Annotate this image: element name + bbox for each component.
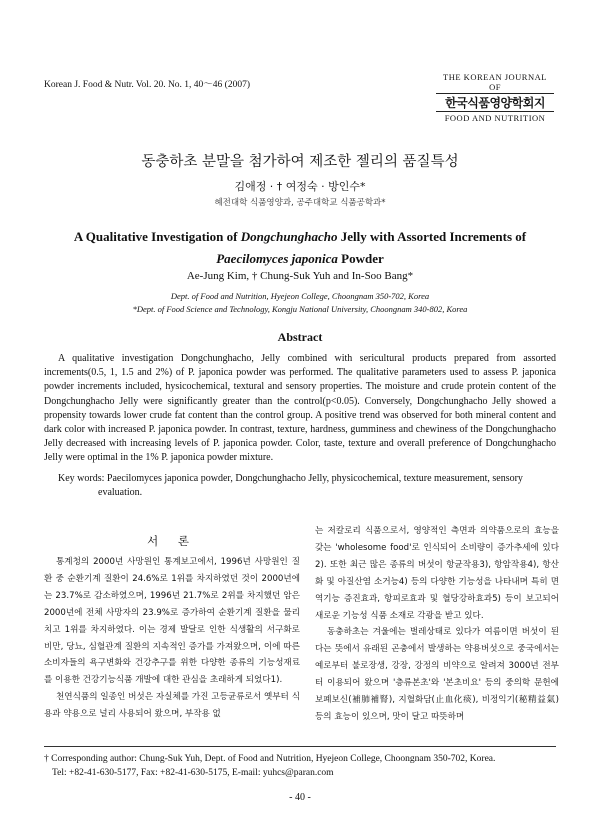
abstract-text: A qualitative investigation Dongchunghacho, Jelly combined with sericultural products prepared from assorted increments(0.5, 1, 1.5 and 2%) of P. japonica powder was performed. The qualitative parameters used to assess P. japonica powder increments included, hysicochemical, textural and sensory properties. The moisture and crude protein content of the Dongchunghacho Jelly were significantly greater than the control(p<0.05). Conversely, Dongchunghacho Jelly showed a propensity towards lower crude fat content than the control group. A positive trend was observed for both mineral content and dark color with increased P. japonica powder. In contrast, texture, hardness, gumminess and chewiness of the Dongchunghacho Jelly decreased with increasing levels of P. japonica powder. Color, taste, texture and overall preference of Dongchunghacho Jelly were optimal in the 1% P. japonica powder mixture. [44, 353, 556, 464]
left-paragraph-1: 통계청의 2000년 사망원인 통계보고에서, 1996년 사망원인 질환 중 순환기계 질환이 24.6%로 1위를 차지하였던 것이 2000년에는 23.7%로 감소하였으며, 1996년 21.7%로 2위를 차지했던 암은 2000년에 전체 사망자의 23.9%로 증가하여 순환기계 질환을 물리치고 1위를 차지하였다. 이는 경제 발달로 인한 식생활의 서구화로 비만, 당뇨, 심혈관계 질환의 지속적인 증가를 가져왔으며, 이에 따른 소비자들의 욕구변화와 건강추구를 위한 다양한 종류의 기능성재료를 이용한 건강기능식품 개발에 대한 관심을 초래하게 되었다1). [44, 557, 300, 686]
journal-logo-box [436, 72, 554, 123]
footnote-line2: Tel: +82-41-630-5177, Fax: +82-41-630-5175, E-mail: yuhcs@paran.com [52, 768, 334, 778]
journal-box-line1: THE KOREAN JOURNAL OF [436, 72, 554, 94]
abstract-heading: Abstract [277, 330, 323, 344]
keywords: Key words: Paecilomyces japonica powder, Dongchunghacho Jelly, physicochemical, texture measurement, sensory evaluation. [58, 473, 523, 499]
title-part1: A Qualitative Investigation of [73, 229, 241, 244]
right-paragraph-2: 동충하초는 겨울에는 벌레상태로 있다가 여름이면 버섯이 된다는 뜻에서 유래된 곤충에서 발생하는 약용버섯으로 중국에서는 예로부터 불로장생, 강장, 강정의 비약으로 알려져 3000년 전부터 이용되어 왔으며 '층류본초'와 '본초비요' 등의 중의학 문헌에 보폐보신(補肺補腎), 지혈화담(止血化痰), 비정익기(秘精益氣) 등의 효능이 있으며, 맛이 달고 따뜻하며 [315, 627, 559, 722]
title-part4: Paecilomyces japonica [216, 251, 338, 266]
korean-authors: 김애정 · † 여정숙 · 방인수* [234, 180, 366, 193]
english-title [60, 226, 540, 270]
affiliation-2: *Dept. of Food Science and Technology, Kongju National University, Choongnam 340-802, Korea [132, 304, 468, 314]
korean-affiliation: 혜전대학 식품영양과, 공주대학교 식품공학과* [214, 198, 386, 208]
footnote-line1: † Corresponding author: Chung-Suk Yuh, Dept. of Food and Nutrition, Hyejeon College, Choongnam 350-702, Korea. [44, 754, 496, 764]
journal-box-line2: 한국식품영양학회지 [445, 96, 545, 110]
korean-title: 동충하초 분말을 첨가하여 제조한 젤리의 품질특성 [141, 154, 459, 170]
title-part2: Dongchunghacho [240, 229, 338, 244]
left-paragraph-2: 천연식품의 일종인 버섯은 자실체를 가진 고등균류로서 옛부터 식용과 약용으로 널리 사용되어 왔으며, 부작용 없 [44, 692, 300, 720]
footnote-divider [44, 746, 556, 747]
english-affiliations [0, 290, 600, 316]
right-paragraph-1: 는 저칼로리 식품으로서, 영양적인 측면과 의약품으로의 효능을 갖는 'wholesome food'로 인식되어 소비량이 증가추세에 있다2). 또한 최근 많은 종류의 버섯이 항균작용3), 항암작용4), 항산화 및 아질산염 소거능4) 등의 다양한 기능성을 나타내며 특히 면역기능 증진효과, 항피로효과 및 혈당강하효과5) 등이 보고되어 새로운 기능성 식품 소재로 각광을 받고 있다. [315, 526, 559, 621]
title-part3: Jelly with Assorted Increments of [337, 229, 527, 244]
section-heading-introduction: 서 론 [147, 534, 197, 548]
title-part5: Powder [337, 251, 384, 266]
english-authors: Ae-Jung Kim, † Chung-Suk Yuh and In-Soo Bang* [186, 270, 414, 282]
journal-box-line3: FOOD AND NUTRITION [436, 111, 554, 123]
journal-reference: Korean J. Food & Nutr. Vol. 20. No. 1, 40～46 (2007) [44, 80, 251, 90]
page-number: - 40 - [289, 792, 311, 803]
corresponding-author-footnote [44, 752, 564, 780]
left-column [44, 554, 300, 723]
right-column [315, 523, 559, 726]
affiliation-1: Dept. of Food and Nutrition, Hyejeon College, Choongnam 350-702, Korea [170, 291, 430, 301]
